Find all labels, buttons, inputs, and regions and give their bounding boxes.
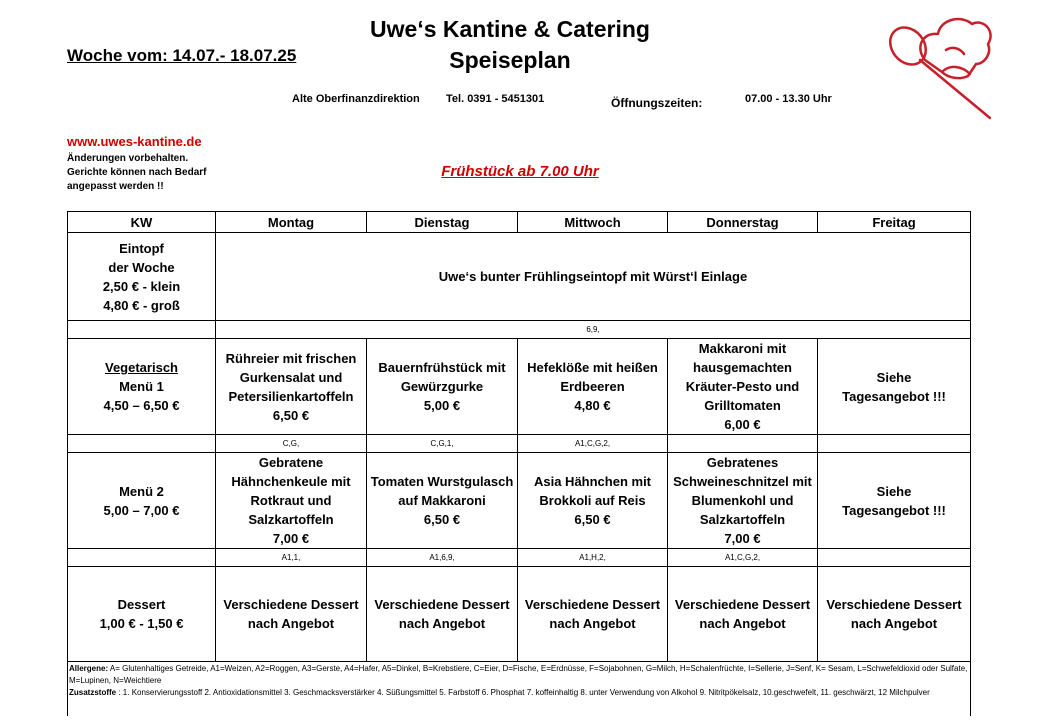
label-line: Menü 2 (119, 483, 164, 499)
allergen-cell (68, 435, 216, 453)
dish-name: Gebratenes Schweineschnitzel mit Blumenkohl und Salzkartoffeln (673, 455, 812, 527)
hours: 07.00 - 13.30 Uhr (745, 93, 832, 105)
menu-table (67, 211, 971, 716)
allergen-cell (668, 435, 818, 453)
dessert-dienstag: Verschiedene Dessert nach Angebot (367, 567, 518, 662)
menu1-dienstag (367, 339, 518, 435)
table-row-allergens-menu1 (68, 435, 971, 453)
label-line: 2,50 € - klein (102, 278, 181, 294)
legend (68, 662, 971, 717)
note-line-3: angepasst werden !! (67, 181, 164, 192)
menu2-freitag (818, 453, 971, 549)
table-row-eintopf (68, 233, 971, 321)
dish-name: Siehe Tagesangebot !!! (842, 369, 946, 404)
eintopf-allergens: 6,9, (216, 321, 971, 339)
notes (67, 152, 237, 194)
dish-price: 6,50 € (272, 407, 310, 423)
dish-price: 4,80 € (574, 398, 611, 413)
col-header-freitag: Freitag (818, 212, 971, 233)
col-header-montag: Montag (216, 212, 367, 233)
table-row-legend (68, 662, 971, 717)
row-label-menu1 (68, 339, 216, 435)
note-line-1: Änderungen vorbehalten. (67, 153, 189, 164)
menu2-donnerstag (668, 453, 818, 549)
menu1-donnerstag (668, 339, 818, 435)
note-line-2: Gerichte können nach Bedarf (67, 167, 207, 178)
allergen-cell: A1,H,2, (518, 549, 668, 567)
allergen-cell (818, 435, 971, 453)
address: Alte Oberfinanzdirektion (292, 93, 420, 105)
dish-price: 5,00 € (423, 398, 461, 413)
dessert-donnerstag: Verschiedene Dessert nach Angebot (668, 567, 818, 662)
label-line: Dessert (117, 597, 166, 612)
label-line: 4,80 € - groß (103, 297, 180, 313)
dish-price: 6,50 € (574, 512, 611, 527)
additive-legend (69, 687, 969, 699)
allergen-legend (69, 663, 969, 687)
col-header-mittwoch: Mittwoch (518, 212, 668, 233)
table-row-dessert (68, 567, 971, 662)
dessert-mittwoch: Verschiedene Dessert nach Angebot (518, 567, 668, 662)
table-row-menu1 (68, 339, 971, 435)
website-link[interactable]: www.uwes-kantine.de (67, 134, 202, 149)
dish-name: Gebratene Hähnchenkeule mit Rotkraut und Salzkartoffeln (231, 455, 351, 527)
dish-name: Makkaroni mit hausgemachten Kräuter-Pesto und Grilltomaten (685, 341, 800, 413)
table-row-allergens-menu2 (68, 549, 971, 567)
allergen-cell (68, 321, 216, 339)
label-line: 4,50 – 6,50 € (103, 398, 180, 413)
label-line: 5,00 – 7,00 € (103, 502, 180, 518)
phone: Tel. 0391 - 5451301 (446, 93, 545, 105)
menu1-freitag (818, 339, 971, 435)
allergen-cell: C,G, (216, 435, 367, 453)
hours-label: Öffnungszeiten: (611, 96, 703, 110)
allergen-cell: A1,C,G,2, (518, 435, 668, 453)
menu2-montag (216, 453, 367, 549)
allergen-cell: A1,6,9, (367, 549, 518, 567)
dish-name: Siehe Tagesangebot !!! (842, 483, 946, 518)
page-title (300, 14, 720, 76)
label-line: Menü 1 (119, 379, 164, 394)
additive-legend-text: : 1. Konservierungsstoff 2. Antioxidationsmittel 3. Geschmacksverstärker 4. Süßungsmittel 5. Farbstoff 6. Phosphat 7. koffeinhaltig 8. unter Verwendung von Alkohol 9. Nitritpökelsalz, 10.geschwefelt, 11. geschwärzt, 12 Milchpulver (118, 688, 930, 697)
chef-hat-spoon-icon (880, 10, 995, 122)
label-line: Eintopf (119, 240, 164, 256)
dish-price: 7,00 € (272, 531, 310, 546)
menu2-dienstag (367, 453, 518, 549)
dish-price: 7,00 € (724, 531, 761, 546)
eintopf-dish: Uwe‘s bunter Frühlingseintopf mit Würst‘l Einlage (216, 233, 971, 321)
row-label-menu2 (68, 453, 216, 549)
table-row-allergens-eintopf (68, 321, 971, 339)
dish-name: Bauernfrühstück mit Gewürzgurke (378, 360, 506, 394)
table-row-menu2 (68, 453, 971, 549)
allergen-cell (68, 549, 216, 567)
allergen-legend-text: A= Glutenhaltiges Getreide, A1=Weizen, A2=Roggen, A3=Gerste, A4=Hafer, A5=Dinkel, B=Krebstiere, C=Eier, D=Fische, E=Erdnüsse, F=Sojabohnen, G=Milch, H=Schalenfrüchte, I=Sellerie, J=Senf, K= Sesam, L=Schwefeldioxid oder Sulfate, M=Lupinen, N=Weichtiere (69, 664, 968, 685)
allergen-legend-label: Allergene: (69, 664, 109, 673)
row-label-dessert (68, 567, 216, 662)
row-label-eintopf (68, 233, 216, 321)
dish-name: Asia Hähnchen mit Brokkoli auf Reis (533, 474, 652, 508)
additive-legend-label: Zusatzstoffe (69, 688, 117, 697)
table-header-row (68, 212, 971, 233)
dessert-montag: Verschiedene Dessert nach Angebot (216, 567, 367, 662)
dish-name: Rühreier mit frischen Gurkensalat und Petersilienkartoffeln (225, 350, 357, 404)
breakfast-note: Frühstück ab 7.00 Uhr (441, 163, 599, 180)
label-line: der Woche (108, 259, 175, 275)
dessert-freitag: Verschiedene Dessert nach Angebot (818, 567, 971, 662)
col-header-donnerstag: Donnerstag (668, 212, 818, 233)
title-line-1: Uwe‘s Kantine & Catering (370, 16, 650, 42)
dish-price: 6,00 € (724, 417, 761, 432)
allergen-cell: A1,1, (216, 549, 367, 567)
menu1-mittwoch (518, 339, 668, 435)
allergen-cell: A1,C,G,2, (668, 549, 818, 567)
dish-name: Hefeklöße mit heißen Erdbeeren (527, 360, 658, 394)
title-line-2: Speiseplan (449, 47, 571, 73)
week-range: Woche vom: 14.07.- 18.07.25 (67, 46, 297, 65)
dish-name: Tomaten Wurstgulasch auf Makkaroni (370, 474, 514, 508)
allergen-cell (818, 549, 971, 567)
label-line: Vegetarisch (105, 360, 178, 375)
col-header-dienstag: Dienstag (367, 212, 518, 233)
menu2-mittwoch (518, 453, 668, 549)
menu1-montag (216, 339, 367, 435)
allergen-cell: C,G,1, (367, 435, 518, 453)
dish-price: 6,50 € (423, 512, 461, 527)
col-header-kw: KW (68, 212, 216, 233)
label-line: 1,00 € - 1,50 € (99, 616, 184, 631)
